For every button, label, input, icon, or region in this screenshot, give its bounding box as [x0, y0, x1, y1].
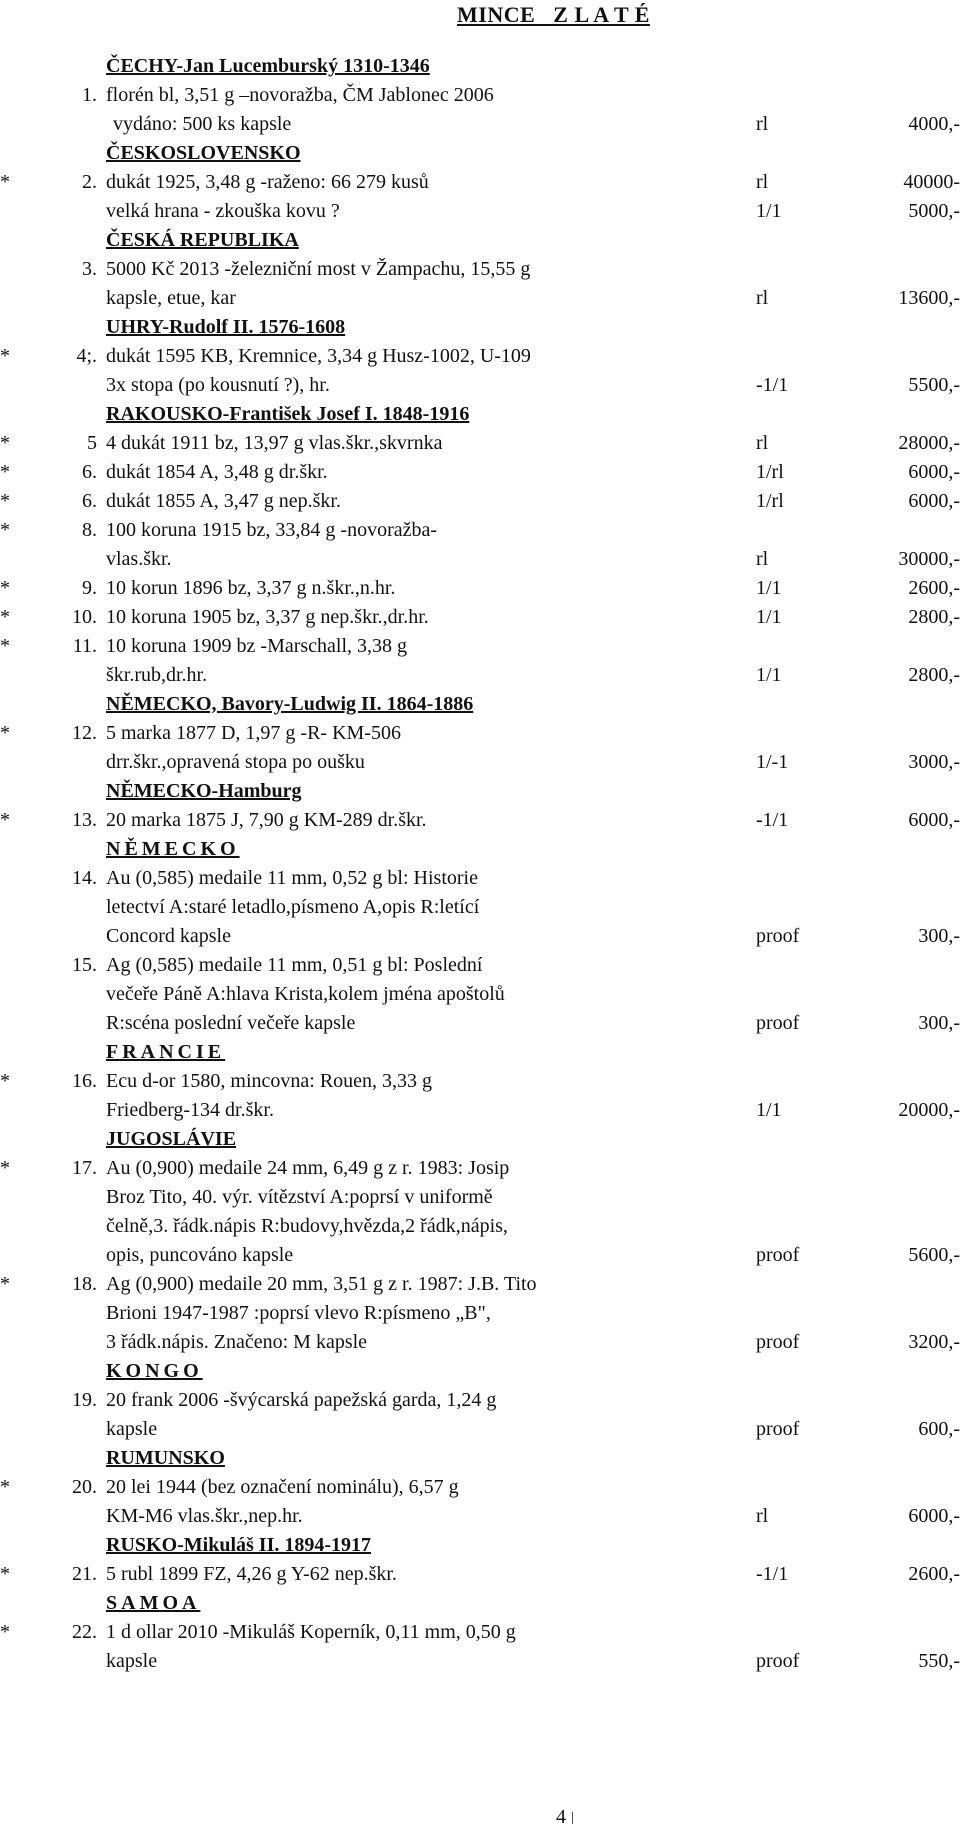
item-price: 3000,-: [908, 751, 960, 773]
section-heading: [0, 835, 960, 864]
highlight-star: *: [0, 1273, 10, 1295]
item-grade: rl: [756, 1505, 769, 1527]
item-description: kapsle: [106, 1418, 158, 1440]
item-description: 5000 Kč 2013 -železniční most v Žampachu, 15,55 g: [106, 258, 531, 280]
highlight-star: *: [0, 577, 10, 599]
coin-item-continuation: [0, 110, 960, 139]
section-heading: [0, 226, 960, 255]
item-number: 19.: [72, 1389, 97, 1411]
item-number: 17.: [72, 1157, 97, 1179]
item-description: kapsle: [106, 1650, 158, 1672]
coin-item: [0, 1386, 960, 1415]
coin-item-continuation: [0, 1241, 960, 1270]
item-number: 4;.: [76, 345, 97, 367]
item-description: škr.rub,dr.hr.: [106, 664, 208, 686]
item-grade: proof: [756, 1418, 800, 1440]
coin-item-continuation: [0, 1502, 960, 1531]
item-number: 16.: [72, 1070, 97, 1092]
coin-item-continuation: [0, 922, 960, 951]
item-price: 13600,-: [898, 287, 960, 309]
coin-item: [0, 864, 960, 893]
highlight-star: *: [0, 809, 10, 831]
item-description: 4 dukát 1911 bz, 13,97 g vlas.škr.,skvrnka: [106, 432, 443, 454]
item-description: vlas.škr.: [106, 548, 172, 570]
coin-item-continuation: [0, 661, 960, 690]
highlight-star: *: [0, 345, 10, 367]
coin-item-continuation: [0, 1009, 960, 1038]
coin-item-continuation: [0, 1212, 960, 1241]
item-price: 6000,-: [908, 809, 960, 831]
item-number: 8.: [82, 519, 97, 541]
coin-item-continuation: [0, 1096, 960, 1125]
page-number: [556, 1806, 573, 1829]
item-grade: 1/rl: [756, 490, 784, 512]
coin-item: [0, 516, 960, 545]
coin-item: [0, 806, 960, 835]
item-description: velká hrana - zkouška kovu ?: [106, 200, 340, 222]
item-price: 3200,-: [908, 1331, 960, 1353]
item-grade: -1/1: [756, 809, 789, 831]
item-number: 9.: [82, 577, 97, 599]
item-grade: proof: [756, 925, 800, 947]
coin-item: [0, 1067, 960, 1096]
item-description: R:scéna poslední večeře kapsle: [106, 1012, 356, 1034]
coin-item: [0, 429, 960, 458]
section-title: ČESKOSLOVENSKO: [106, 142, 301, 164]
section-title: NĚMECKO-Hamburg: [106, 780, 302, 802]
item-description: florén bl, 3,51 g –novoražba, ČM Jablonec 2006: [106, 84, 494, 106]
item-price: 6000,-: [908, 490, 960, 512]
item-grade: 1/1: [756, 1099, 782, 1121]
coin-item: [0, 1270, 960, 1299]
highlight-star: *: [0, 171, 10, 193]
section-heading: [0, 1531, 960, 1560]
item-description: dukát 1595 KB, Kremnice, 3,34 g Husz-1002, U-109: [106, 345, 531, 367]
coin-item-continuation: [0, 893, 960, 922]
item-price: 5600,-: [908, 1244, 960, 1266]
item-number: 10.: [72, 606, 97, 628]
section-heading: [0, 1038, 960, 1067]
coin-item-continuation: [0, 748, 960, 777]
item-description: Broz Tito, 40. výr. vítězství A:poprsí v uniformě: [106, 1186, 493, 1208]
highlight-star: *: [0, 635, 10, 657]
item-price: 6000,-: [908, 1505, 960, 1527]
item-price: 2600,-: [908, 577, 960, 599]
section-title: ČECHY-Jan Lucemburský 1310-1346: [106, 55, 430, 77]
item-price: 28000,-: [898, 432, 960, 454]
item-number: 6.: [82, 490, 97, 512]
coin-item: [0, 603, 960, 632]
section-heading: [0, 139, 960, 168]
item-description: kapsle, etue, kar: [106, 287, 236, 309]
item-description: Ag (0,585) medaile 11 mm, 0,51 g bl: Poslední: [106, 954, 483, 976]
item-number: 21.: [72, 1563, 97, 1585]
item-grade: rl: [756, 432, 769, 454]
item-grade: proof: [756, 1331, 800, 1353]
item-description: opis, puncováno kapsle: [106, 1244, 294, 1266]
highlight-star: *: [0, 461, 10, 483]
section-title: UHRY-Rudolf II. 1576-1608: [106, 316, 346, 338]
section-heading: [0, 1125, 960, 1154]
page-number-text: 4: [556, 1806, 566, 1828]
section-title: JUGOSLÁVIE: [106, 1128, 237, 1150]
section-title: FRANCIE: [106, 1041, 226, 1063]
item-number: 20.: [72, 1476, 97, 1498]
coin-item: [0, 632, 960, 661]
item-price: 6000,-: [908, 461, 960, 483]
item-description: drr.škr.,opravená stopa po oušku: [106, 751, 365, 773]
coin-item-continuation: [0, 545, 960, 574]
section-title: RAKOUSKO-František Josef I. 1848-1916: [106, 403, 470, 425]
item-description: Ag (0,900) medaile 20 mm, 3,51 g z r. 1987: J.B. Tito: [106, 1273, 537, 1295]
item-price: 5000,-: [908, 200, 960, 222]
section-title: SAMOA: [106, 1592, 201, 1614]
item-number: 12.: [72, 722, 97, 744]
highlight-star: *: [0, 1563, 10, 1585]
coin-item: [0, 81, 960, 110]
item-description: dukát 1925, 3,48 g -raženo: 66 279 kusů: [106, 171, 429, 193]
item-description: dukát 1854 A, 3,48 g dr.škr.: [106, 461, 328, 483]
item-description: 100 koruna 1915 bz, 33,84 g -novoražba-: [106, 519, 438, 541]
coin-item: [0, 1618, 960, 1647]
item-description: 10 koruna 1909 bz -Marschall, 3,38 g: [106, 635, 408, 657]
item-number: 22.: [72, 1621, 97, 1643]
section-heading: [0, 1589, 960, 1618]
item-number: 1.: [82, 84, 97, 106]
section-heading: [0, 1444, 960, 1473]
item-number: 2.: [82, 171, 97, 193]
coin-item: [0, 574, 960, 603]
section-title: NĚMECKO: [106, 838, 240, 860]
item-grade: proof: [756, 1244, 800, 1266]
item-description: KM-M6 vlas.škr.,nep.hr.: [106, 1505, 303, 1527]
item-price: 40000-: [903, 171, 960, 193]
item-grade: 1/1: [756, 577, 782, 599]
item-description: Au (0,900) medaile 24 mm, 6,49 g z r. 1983: Josip: [106, 1157, 510, 1179]
section-title: ČESKÁ REPUBLIKA: [106, 229, 299, 251]
item-description: 5 marka 1877 D, 1,97 g -R- KM-506: [106, 722, 401, 744]
highlight-star: *: [0, 606, 10, 628]
section-heading: [0, 1357, 960, 1386]
item-grade: 1/1: [756, 664, 782, 686]
section-heading: [0, 313, 960, 342]
coin-item: [0, 719, 960, 748]
item-description: 5 rubl 1899 FZ, 4,26 g Y-62 nep.škr.: [106, 1563, 397, 1585]
coin-item-continuation: [0, 1183, 960, 1212]
highlight-star: *: [0, 1070, 10, 1092]
item-number: 18.: [72, 1273, 97, 1295]
item-price: 300,-: [918, 1012, 960, 1034]
section-heading: [0, 400, 960, 429]
coin-item: [0, 342, 960, 371]
item-price: 600,-: [918, 1418, 960, 1440]
item-price: 5500,-: [908, 374, 960, 396]
item-description: 3x stopa (po kousnutí ?), hr.: [106, 374, 330, 396]
item-description: 20 lei 1944 (bez označení nominálu), 6,57 g: [106, 1476, 459, 1498]
section-heading: [0, 52, 960, 81]
item-description: Au (0,585) medaile 11 mm, 0,52 g bl: Historie: [106, 867, 478, 889]
item-description: dukát 1855 A, 3,47 g nep.škr.: [106, 490, 341, 512]
item-description: 10 korun 1896 bz, 3,37 g n.škr.,n.hr.: [106, 577, 396, 599]
item-number: 13.: [72, 809, 97, 831]
item-number: 14.: [72, 867, 97, 889]
section-heading: [0, 690, 960, 719]
item-price: 300,-: [918, 925, 960, 947]
item-description: čelně,3. řádk.nápis R:budovy,hvězda,2 řádk,nápis,: [106, 1215, 508, 1237]
coin-item: [0, 255, 960, 284]
coin-item-continuation: [0, 1415, 960, 1444]
section-title: NĚMECKO, Bavory-Ludwig II. 1864-1886: [106, 693, 474, 715]
coin-item-continuation: [0, 980, 960, 1009]
coin-item: [0, 951, 960, 980]
item-description: 20 frank 2006 -švýcarská papežská garda, 1,24 g: [106, 1389, 497, 1411]
page-title: MINCE Z L A T É: [457, 2, 650, 27]
item-grade: 1/1: [756, 606, 782, 628]
item-number: 15.: [72, 954, 97, 976]
item-description: 3 řádk.nápis. Značeno: M kapsle: [106, 1331, 368, 1353]
item-grade: rl: [756, 548, 769, 570]
highlight-star: *: [0, 1621, 10, 1643]
item-description: Concord kapsle: [106, 925, 231, 947]
section-title: RUMUNSKO: [106, 1447, 225, 1469]
item-description: 1 d ollar 2010 -Mikuláš Koperník, 0,11 mm, 0,50 g: [106, 1621, 516, 1643]
coin-item: [0, 487, 960, 516]
section-heading: [0, 777, 960, 806]
item-description: vydáno: 500 ks kapsle: [113, 113, 292, 135]
item-grade: rl: [756, 287, 769, 309]
item-price: 2800,-: [908, 664, 960, 686]
item-grade: 1/1: [756, 200, 782, 222]
item-description: 20 marka 1875 J, 7,90 g KM-289 dr.škr.: [106, 809, 427, 831]
highlight-star: *: [0, 722, 10, 744]
item-description: Brioni 1947-1987 :poprsí vlevo R:písmeno „B",: [106, 1302, 491, 1324]
coin-item-continuation: [0, 371, 960, 400]
item-price: 550,-: [918, 1650, 960, 1672]
coin-item-continuation: [0, 1299, 960, 1328]
item-number: 11.: [72, 635, 97, 657]
item-grade: -1/1: [756, 1563, 789, 1585]
item-price: 20000,-: [898, 1099, 960, 1121]
section-title: RUSKO-Mikuláš II. 1894-1917: [106, 1534, 372, 1556]
highlight-star: *: [0, 490, 10, 512]
item-number: 3.: [82, 258, 97, 280]
item-price: 30000,-: [898, 548, 960, 570]
coin-item: [0, 1560, 960, 1589]
item-grade: -1/1: [756, 374, 789, 396]
coin-item: [0, 1473, 960, 1502]
item-grade: proof: [756, 1650, 800, 1672]
item-description: večeře Páně A:hlava Krista,kolem jména apoštolů: [106, 983, 505, 1005]
coin-item: [0, 1154, 960, 1183]
item-grade: proof: [756, 1012, 800, 1034]
item-price: 4000,-: [908, 113, 960, 135]
coin-item: [0, 458, 960, 487]
item-number: 6.: [82, 461, 97, 483]
highlight-star: *: [0, 1157, 10, 1179]
page-marker: [572, 1812, 573, 1824]
coin-item-continuation: [0, 1647, 960, 1676]
item-grade: rl: [756, 171, 769, 193]
coin-list: [0, 52, 960, 1676]
highlight-star: *: [0, 519, 10, 541]
item-description: 10 koruna 1905 bz, 3,37 g nep.škr.,dr.hr.: [106, 606, 429, 628]
item-number: 5: [87, 432, 97, 454]
highlight-star: *: [0, 432, 10, 454]
item-description: letectví A:staré letadlo,písmeno A,opis R:letící: [106, 896, 480, 918]
coin-item-continuation: [0, 284, 960, 313]
item-description: Friedberg-134 dr.škr.: [106, 1099, 274, 1121]
item-grade: 1/rl: [756, 461, 784, 483]
coin-item-continuation: [0, 197, 960, 226]
item-price: 2600,-: [908, 1563, 960, 1585]
section-title: KONGO: [106, 1360, 203, 1382]
item-grade: 1/-1: [756, 751, 789, 773]
item-grade: rl: [756, 113, 769, 135]
coin-item-continuation: [0, 1328, 960, 1357]
item-description: Ecu d-or 1580, mincovna: Rouen, 3,33 g: [106, 1070, 433, 1092]
highlight-star: *: [0, 1476, 10, 1498]
coin-item: [0, 168, 960, 197]
item-price: 2800,-: [908, 606, 960, 628]
